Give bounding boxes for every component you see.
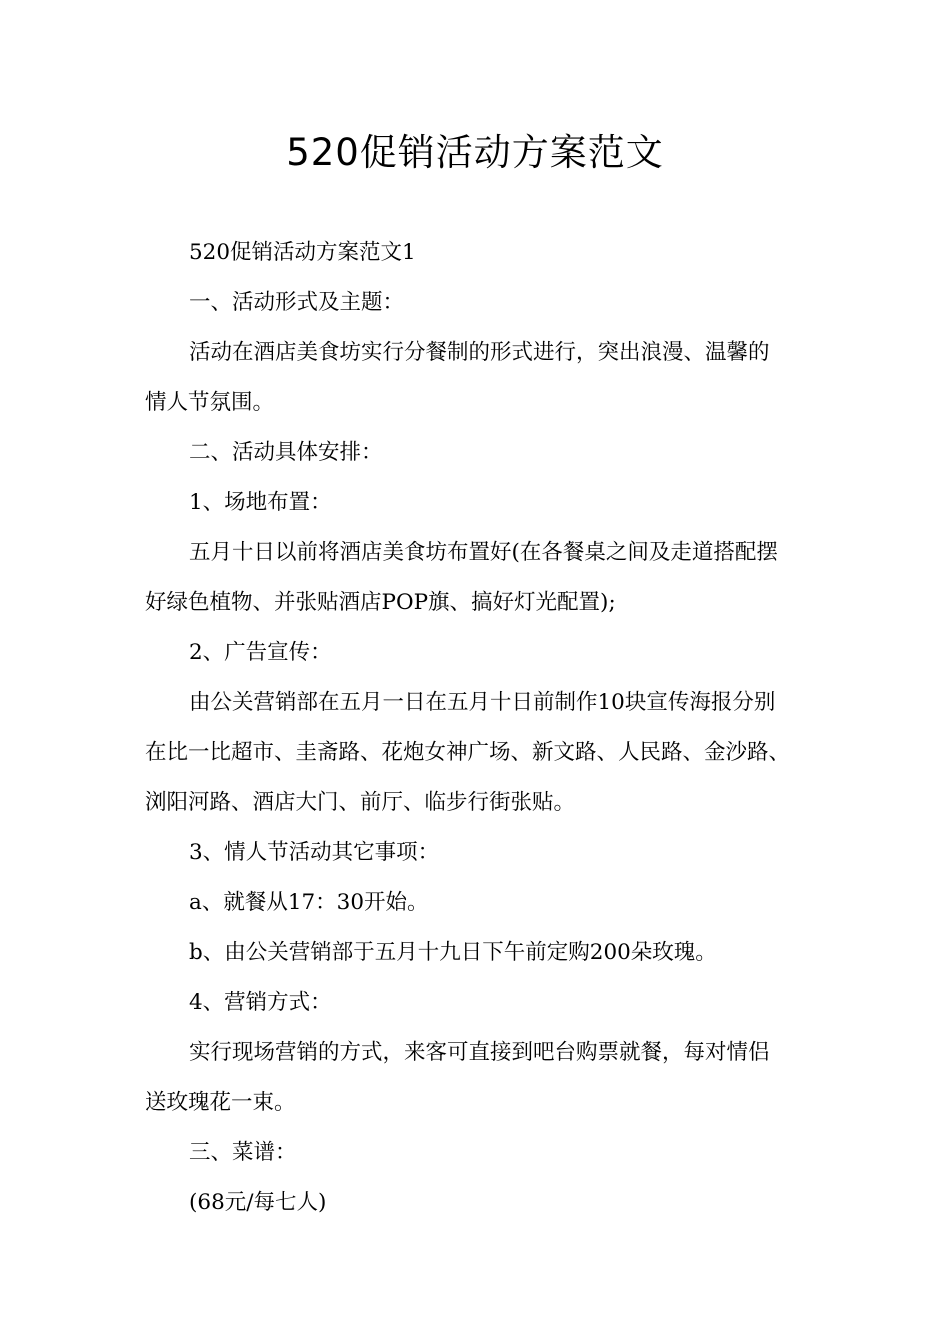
paragraph-line: (68元/每七人) bbox=[189, 1190, 327, 1215]
paragraph-line: 情人节氛围。 bbox=[145, 390, 275, 415]
paragraph-line: 520促销活动方案范文1 bbox=[189, 240, 416, 265]
paragraph-line: 1、场地布置： bbox=[189, 490, 332, 515]
paragraph-line: 4、营销方式： bbox=[189, 990, 332, 1015]
paragraph-line: 2、广告宣传： bbox=[189, 640, 332, 665]
paragraph-line: 一、活动形式及主题： bbox=[189, 290, 405, 315]
paragraph-line: 送玫瑰花一束。 bbox=[145, 1090, 296, 1115]
paragraph-line: 三、菜谱： bbox=[189, 1140, 297, 1165]
paragraph-line: 活动在酒店美食坊实行分餐制的形式进行，突出浪漫、温馨的 bbox=[189, 340, 770, 365]
document-title: 520促销活动方案范文 bbox=[286, 131, 664, 174]
paragraph-line: 3、情人节活动其它事项： bbox=[189, 840, 440, 865]
paragraph-line: 二、活动具体安排： bbox=[189, 440, 383, 465]
paragraph-line: 浏阳河路、酒店大门、前厅、临步行街张贴。 bbox=[145, 790, 576, 815]
paragraph-line: 实行现场营销的方式，来客可直接到吧台购票就餐，每对情侣 bbox=[189, 1040, 770, 1065]
paragraph-line: 在比一比超市、圭斋路、花炮女神广场、新文路、人民路、金沙路、 bbox=[145, 740, 791, 765]
paragraph-line: b、由公关营销部于五月十九日下午前定购200朵玫瑰。 bbox=[189, 940, 717, 965]
paragraph-line: a、就餐从17：30开始。 bbox=[189, 890, 429, 915]
paragraph-line: 五月十日以前将酒店美食坊布置好(在各餐桌之间及走道搭配摆 bbox=[189, 540, 778, 565]
paragraph-line: 好绿色植物、并张贴酒店POP旗、搞好灯光配置); bbox=[145, 590, 616, 615]
paragraph-line: 由公关营销部在五月一日在五月十日前制作10块宣传海报分别 bbox=[189, 690, 776, 715]
document-body bbox=[145, 228, 825, 1228]
